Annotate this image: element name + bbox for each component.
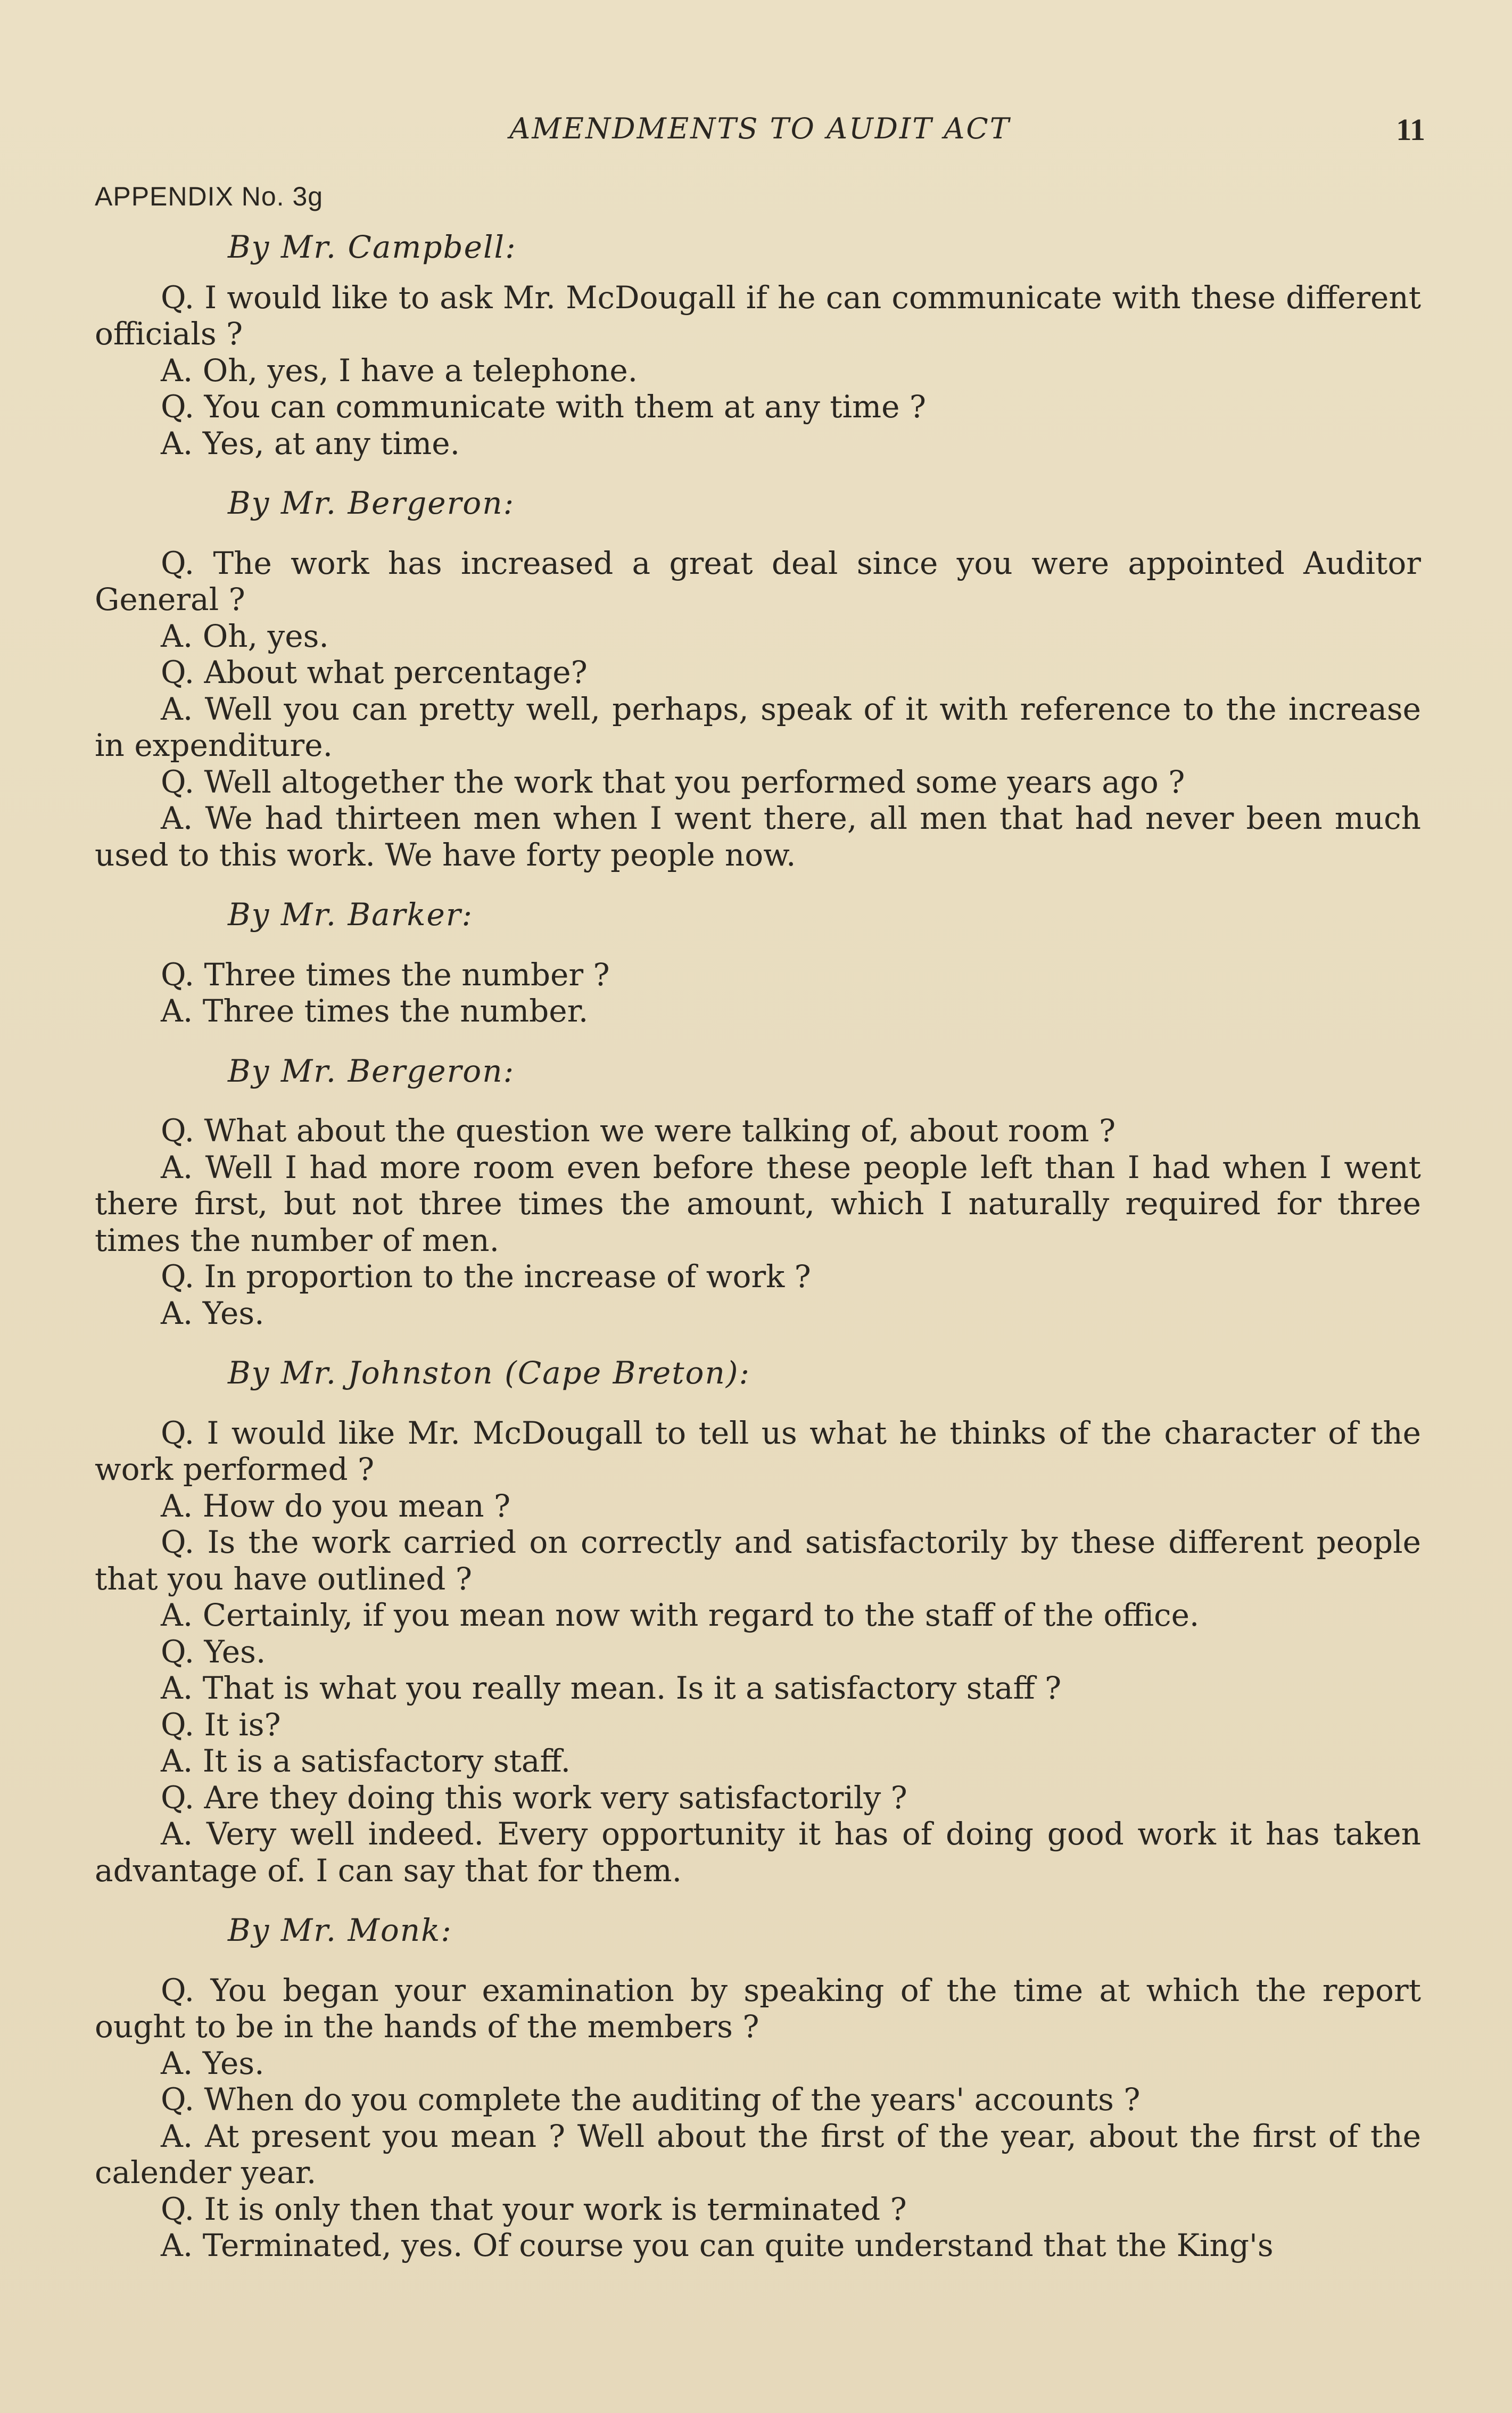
speaker-heading: By Mr. Monk:: [228, 1912, 452, 1948]
qa-paragraph: A. How do you mean ?: [161, 1487, 511, 1524]
qa-paragraph: A. Yes.: [161, 2045, 265, 2081]
qa-paragraph: A. That is what you really mean. Is it a satisfactory staff ?: [161, 1670, 1062, 1706]
qa-paragraph: A. Terminated, yes. Of course you can quite understand that the King's: [161, 2227, 1274, 2263]
qa-paragraph: Q. I would like Mr. McDougall to tell us what he thinks of the character of the work performed ?: [95, 1414, 1421, 1487]
qa-paragraph: A. Very well indeed. Every opportunity it has of doing good work it has taken advantage of. I can say that for them.: [95, 1816, 1421, 1889]
qa-paragraph: Q. I would like to ask Mr. McDougall if he can communicate with these different officials ?: [95, 279, 1421, 352]
running-title: AMENDMENTS TO AUDIT ACT: [509, 112, 1011, 145]
qa-paragraph: A. Yes.: [161, 1295, 265, 1331]
speaker-heading: By Mr. Barker:: [228, 896, 474, 933]
qa-paragraph: Q. You can communicate with them at any time ?: [161, 389, 927, 425]
qa-paragraph: Q. The work has increased a great deal since you were appointed Auditor General ?: [95, 545, 1421, 617]
qa-paragraph: A. Well you can pretty well, perhaps, speak of it with reference to the increase in expenditure.: [95, 690, 1421, 763]
qa-paragraph: A. Well I had more room even before these people left than I had when I went there first, but not three times the amount, which I naturally required for three times the number of men.: [95, 1149, 1421, 1258]
speaker-heading: By Mr. Campbell:: [228, 229, 517, 265]
speaker-heading: By Mr. Johnston (Cape Breton):: [228, 1355, 750, 1391]
qa-paragraph: A. At present you mean ? Well about the first of the year, about the first of the calender year.: [95, 2118, 1421, 2190]
running-head: [95, 112, 1425, 149]
qa-paragraph: Q. In proportion to the increase of work ?: [161, 1258, 811, 1295]
qa-paragraph: A. Oh, yes.: [161, 617, 329, 654]
speaker-heading: By Mr. Bergeron:: [228, 485, 515, 521]
appendix-label: APPENDIX No. 3g: [95, 182, 324, 211]
qa-paragraph: Q. About what percentage?: [161, 654, 588, 690]
qa-paragraph: A. We had thirteen men when I went there, all men that had never been much used to this work. We have forty people now.: [95, 800, 1421, 873]
qa-paragraph: Q. Is the work carried on correctly and satisfactorily by these different people that you have outlined ?: [95, 1524, 1421, 1597]
qa-paragraph: Q. It is?: [161, 1706, 281, 1743]
qa-paragraph: Q. When do you complete the auditing of the years' accounts ?: [161, 2081, 1141, 2118]
page-number: 11: [1396, 112, 1425, 147]
qa-paragraph: Q. It is only then that your work is terminated ?: [161, 2190, 907, 2227]
qa-paragraph: A. Certainly, if you mean now with regard to the staff of the office.: [161, 1597, 1200, 1633]
testimony-body: [95, 229, 1421, 2264]
qa-paragraph: A. It is a satisfactory staff.: [161, 1743, 571, 1779]
qa-paragraph: Q. Yes.: [161, 1633, 266, 1670]
speaker-heading: By Mr. Bergeron:: [228, 1052, 515, 1089]
qa-paragraph: Q. Three times the number ?: [161, 956, 610, 993]
qa-paragraph: Q. Well altogether the work that you performed some years ago ?: [161, 763, 1185, 800]
qa-paragraph: Q. What about the question we were talking of, about room ?: [161, 1113, 1116, 1149]
qa-paragraph: A. Oh, yes, I have a telephone.: [161, 352, 638, 389]
qa-paragraph: Q. You began your examination by speaking of the time at which the report ought to be in the hands of the members ?: [95, 1972, 1421, 2045]
qa-paragraph: A. Yes, at any time.: [161, 425, 460, 462]
qa-paragraph: Q. Are they doing this work very satisfactorily ?: [161, 1779, 907, 1816]
qa-paragraph: A. Three times the number.: [161, 993, 589, 1029]
